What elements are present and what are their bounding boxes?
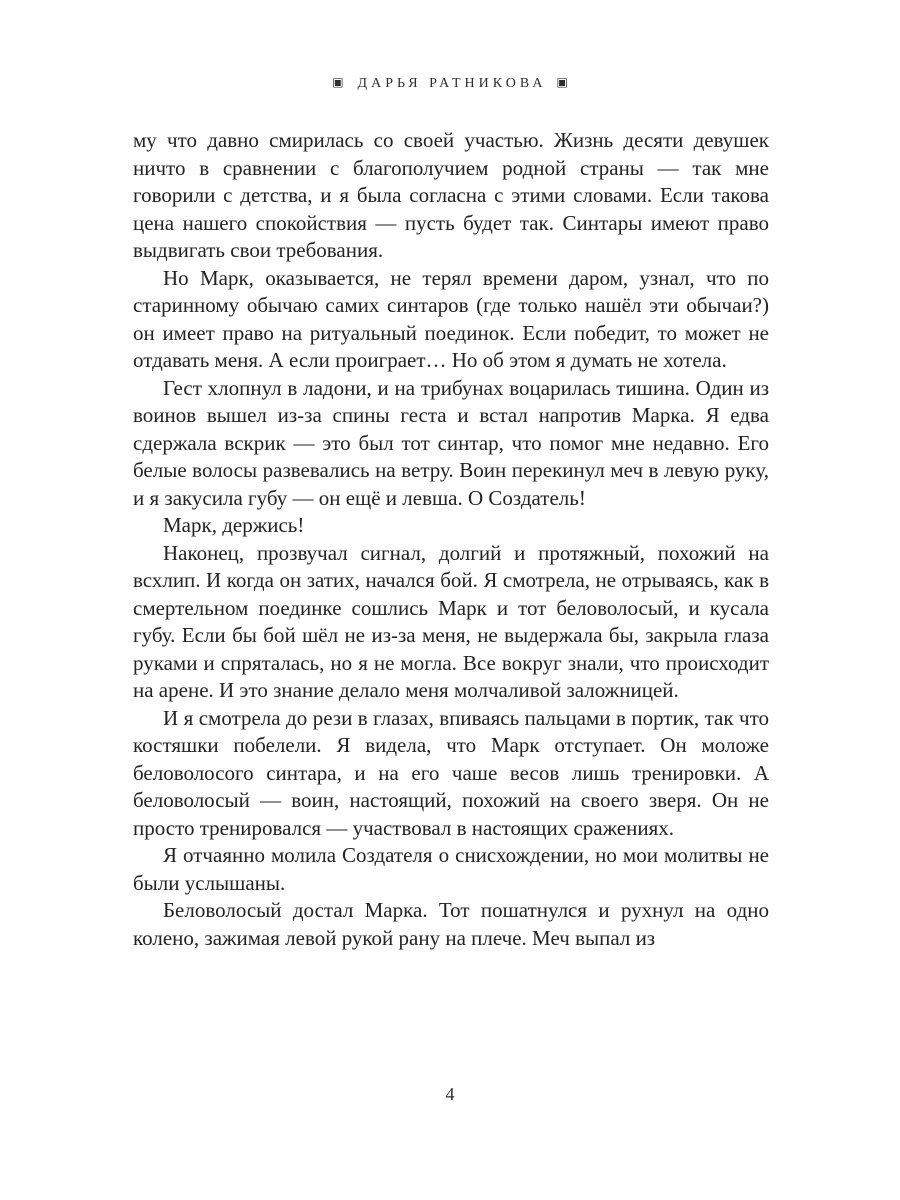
paragraph: Марк, держись! — [163, 513, 305, 537]
paragraph: Беловолосый достал Марка. Тот пошатнулся и рухнул на одно колено, зажимая левой рукой рану на плече. Меч выпал из — [133, 898, 769, 950]
paragraph: Наконец, прозвучал сигнал, долгий и протяжный, похожий на всхлип. И когда он затих, начался бой. Я смотрела, не отрываясь, как в смертельном поединке сошлись Марк и тот беловолосый, и кусала губу. Если бы бой шёл не из-за меня, не выдержала бы, закрыла глаза руками и спряталась, но я не могла. Все вокруг знали, что происходит на арене. И это знание делало меня молчаливой заложницей. — [133, 540, 769, 702]
author-name: ДАРЬЯ РАТНИКОВА — [357, 76, 547, 91]
paragraph: му что давно смирилась со своей участью. Жизнь десяти девушек ничто в сравнении с благополучием родной страны — так мне говорили с детства, и я была согласна с этими словами. Если такова цена нашего спокойствия — пусть будет так. Синтары имеют право выдвигать свои требования. — [133, 128, 769, 262]
header-ornament-icon: ▣ — [556, 75, 568, 89]
paragraph: Я отчаянно молила Создателя о снисхождении, но мои молитвы не были услышаны. — [133, 843, 769, 895]
page-text — [133, 127, 769, 952]
header-ornament-icon: ▣ — [332, 75, 344, 89]
paragraph: Но Марк, оказывается, не терял времени даром, узнал, что по старинному обычаю самих синтаров (где только нашёл эти обычаи?) он имеет право на ритуальный поединок. Если победит, то может не отдавать меня. А если проиграет… Но об этом я думать не хотела. — [133, 265, 769, 372]
running-header — [0, 76, 900, 92]
paragraph: Гест хлопнул в ладони, и на трибунах воцарилась тишина. Один из воинов вышел из-за спины геста и встал напротив Марка. Я едва сдержала вскрик — это был тот синтар, что помог мне недавно. Его белые волосы развевались на ветру. Воин перекинул меч в левую руку, и я закусила губу — он ещё и левша. О Создатель! — [133, 375, 769, 510]
paragraph: И я смотрела до рези в глазах, впиваясь пальцами в портик, так что костяшки побелели. Я видела, что Марк отступает. Он моложе беловолосого синтара, и на его чаше весов лишь тренировки. А беловолосый — воин, настоящий, похожий на своего зверя. Он не просто тренировался — участвовал в настоящих сражениях. — [133, 705, 769, 840]
page-number: 4 — [445, 1084, 455, 1104]
